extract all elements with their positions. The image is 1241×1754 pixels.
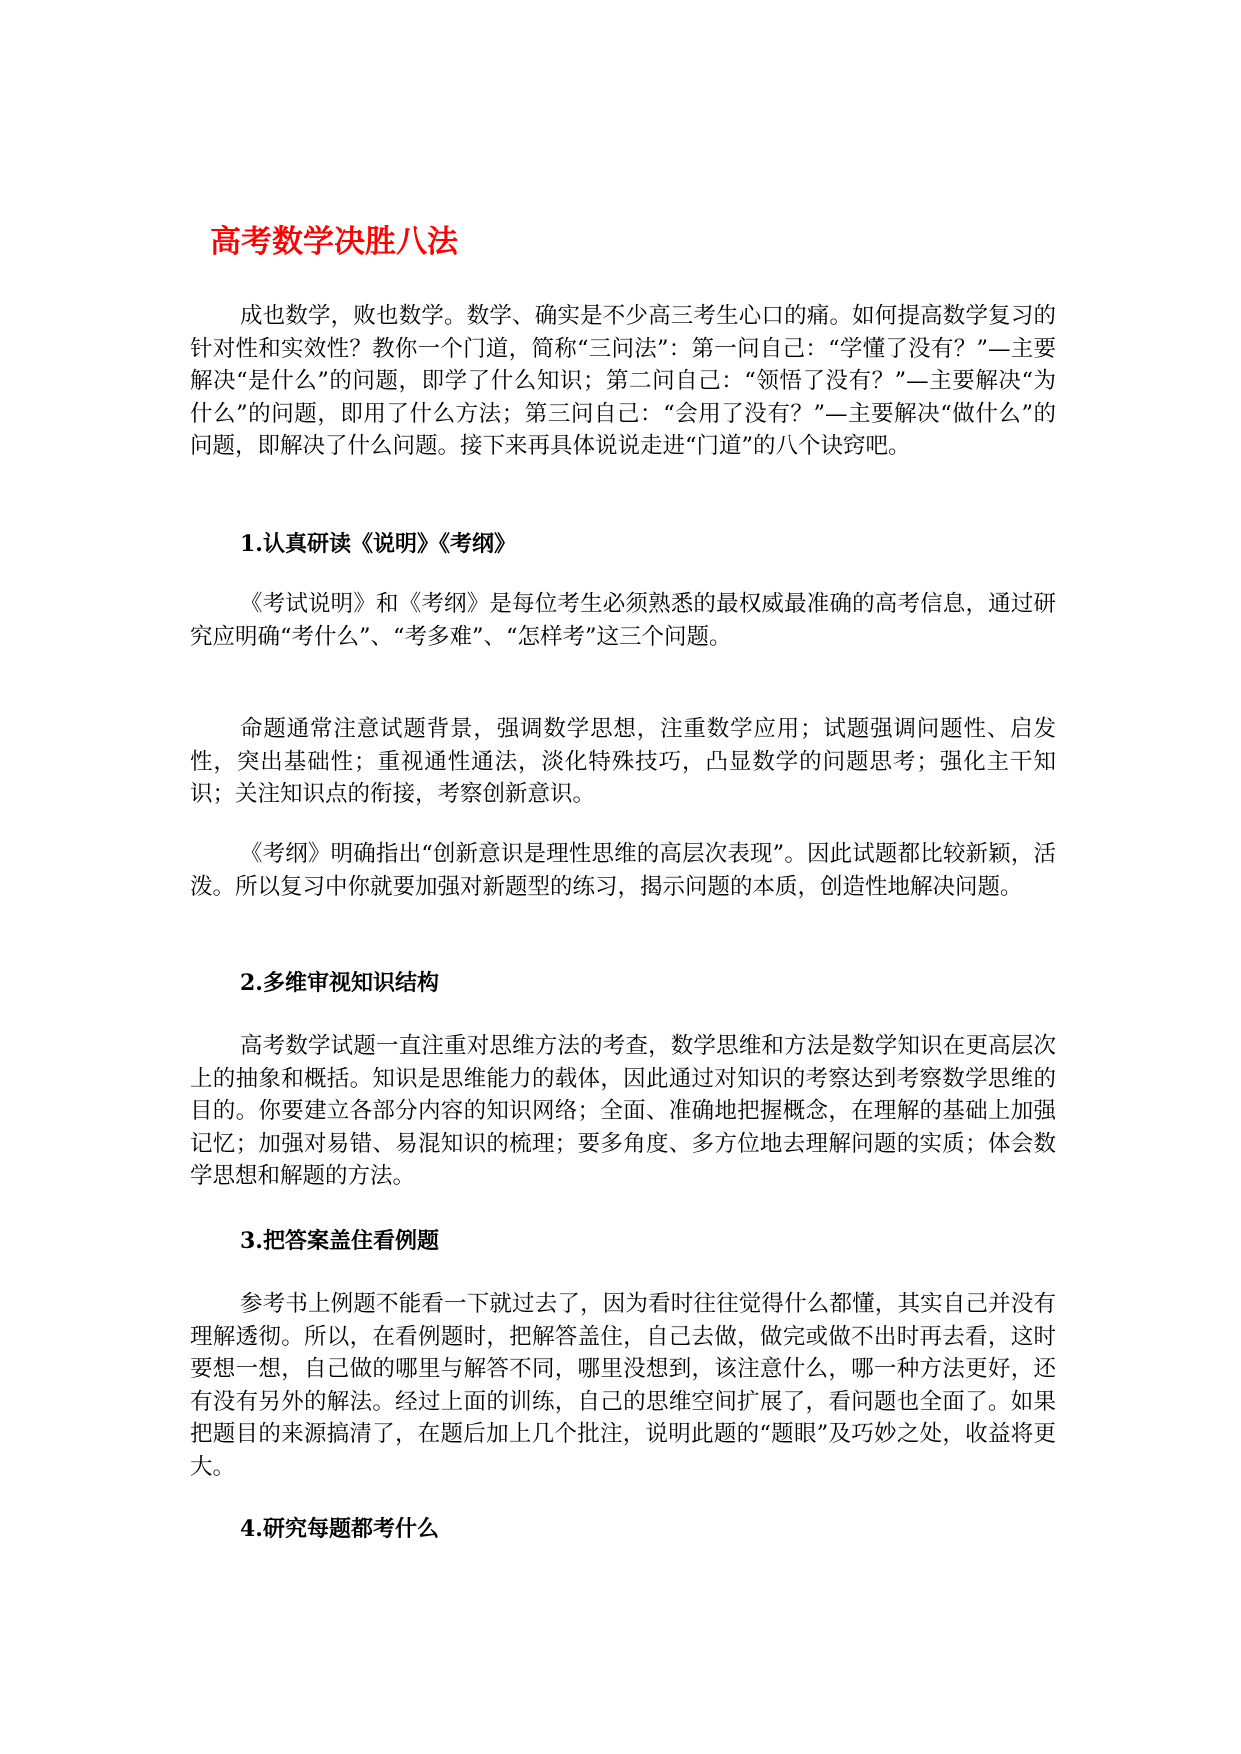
section-2-paragraph-1: 高考数学试题一直注重对思维方法的考查，数学思维和方法是数学知识在更高层次上的抽象和概括。知识是思维能力的载体，因此通过对知识的考察达到考察数学思维的目的。你要建立各部分内容的知识网络；全面、准确地把握概念，在理解的基础上加强记忆；加强对易错、易混知识的梳理；要多角度、多方位地去理解问题的实质；体会数学思想和解题的方法。 — [190, 1033, 1056, 1189]
intro-paragraph: 成也数学，败也数学。数学、确实是不少高三考生心口的痛。如何提高数学复习的针对性和实效性？教你一个门道，简称“三问法”：第一问自己：“学懂了没有？”—主要解决“是什么”的问题，即学了什么知识；第二问自己：“领悟了没有？”—主要解决“为什么”的问题，即用了什么方法；第三问自己：“会用了没有？”—主要解决“做什么”的问题，即解决了什么问题。接下来再具体说说走进“门道”的八个诀窍吧。 — [190, 303, 1056, 459]
section-4-heading: 4.研究每题都考什么 — [240, 1516, 439, 1542]
document-title: 高考数学决胜八法 — [210, 224, 458, 260]
section-1-paragraph-1: 《考试说明》和《考纲》是每位考生必须熟悉的最权威最准确的高考信息，通过研究应明确“考什么”、“考多难”、“怎样考”这三个问题。 — [190, 591, 1056, 650]
section-1-paragraph-2: 命题通常注意试题背景，强调数学思想，注重数学应用；试题强调问题性、启发性，突出基础性；重视通性通法，淡化特殊技巧，凸显数学的问题思考；强化主干知识；关注知识点的衔接，考察创新意识。 — [190, 716, 1056, 807]
section-1-paragraph-3: 《考纲》明确指出“创新意识是理性思维的高层次表现”。因此试题都比较新颖，活泼。所以复习中你就要加强对新题型的练习，揭示问题的本质，创造性地解决问题。 — [190, 841, 1056, 900]
section-3-heading: 3.把答案盖住看例题 — [240, 1228, 439, 1254]
section-1-heading: 1.认真研读《说明》《考纲》 — [240, 531, 516, 557]
section-3-paragraph-1: 参考书上例题不能看一下就过去了，因为看时往往觉得什么都懂，其实自己并没有理解透彻。所以，在看例题时，把解答盖住，自己去做，做完或做不出时再去看，这时要想一想，自己做的哪里与解答不同，哪里没想到，该注意什么，哪一种方法更好，还有没有另外的解法。经过上面的训练，自己的思维空间扩展了，看问题也全面了。如果把题目的来源搞清了，在题后加上几个批注，说明此题的“题眼”及巧妙之处，收益将更大。 — [190, 1291, 1056, 1480]
section-2-heading: 2.多维审视知识结构 — [240, 970, 439, 996]
